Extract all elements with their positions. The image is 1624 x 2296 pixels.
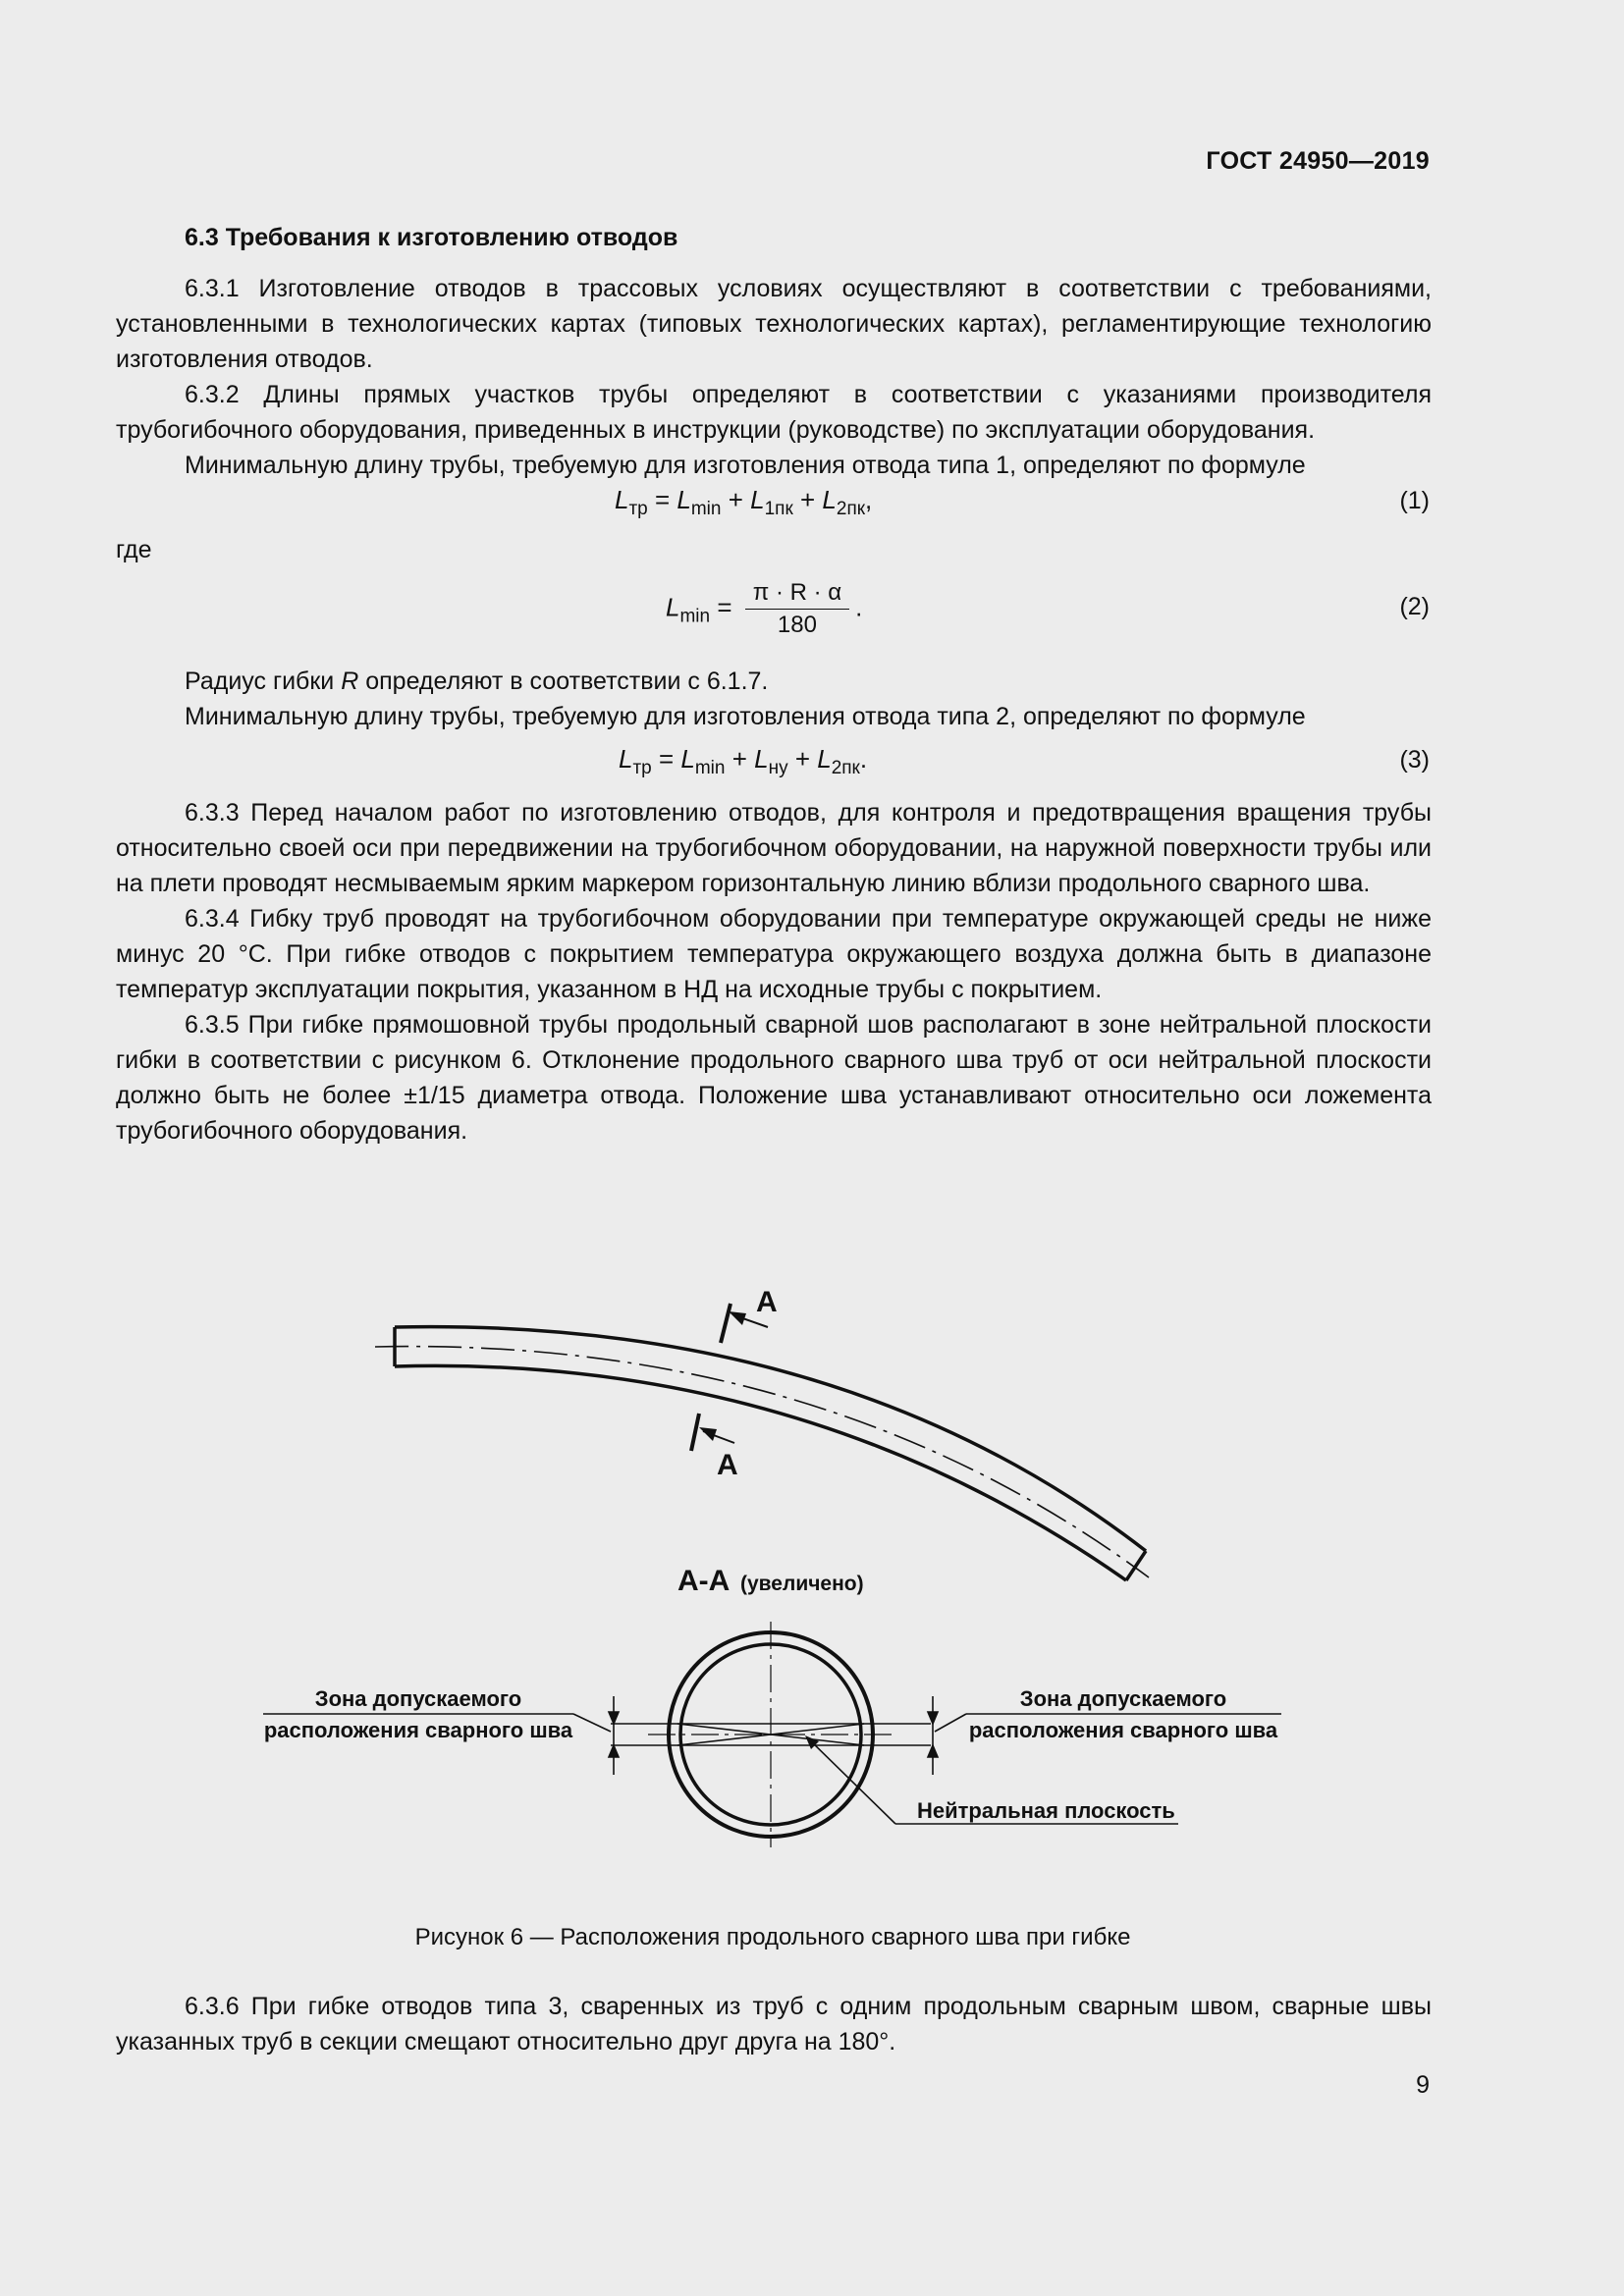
section-cut-bottom (691, 1414, 738, 1481)
body-text-block-2 (116, 664, 1432, 734)
paragraph-6-3-6: 6.3.6 При гибке отводов типа 3, сваренных из труб с одним продольным сварным швом, сварные швы указанных труб в секции смещают относительно друг друга на 180°. (116, 1993, 1432, 2056)
zone-label-left (263, 1686, 611, 1742)
where-label: где (116, 536, 152, 563)
tolerance-dimension-left (609, 1696, 619, 1775)
section-note: (увеличено) (740, 1573, 864, 1595)
paragraph-6-3-3: 6.3.3 Перед началом работ по изготовлению отводов, для контроля и предотвращения вращения трубы относительно своей оси при передвижении на трубогибочном оборудовании, на наружной поверхности трубы или на плети проводят несмываемым ярким маркером горизонтальную линию вблизи продольного сварного шва. (116, 799, 1432, 897)
pipe-centerline (375, 1347, 1149, 1577)
formula-2-fraction (745, 579, 849, 639)
figure-6-drawing (0, 1256, 1624, 1895)
formula-1: $L_{тр} = L_{min} + L_{1пк} + L_{2пк}$, (615, 485, 873, 519)
zone-label-right-line1: Зона допускаемого (1019, 1686, 1227, 1711)
zone-label-left-line1: Зона допускаемого (314, 1686, 522, 1711)
paragraph-6-3-1: 6.3.1 Изготовление отводов в трассовых условиях осуществляют в соответствии с требованиями, установленными в технологических картах (типовых технологических картах), регламентирующие технологию изготовления отводов. (116, 275, 1432, 373)
paragraph-6-3-4: 6.3.4 Гибку труб проводят на трубогибочном оборудовании при температуре окружающей среды не ниже минус 20 °С. При гибке отводов с покрытием температура окружающего воздуха должна быть в диапазоне температур эксплуатации покрытия, указанном в НД на исходные трубы с покрытием. (116, 905, 1432, 1003)
formula-2: $L_{min}$ = $\frac{\pi \cdot R \cdot \alpha}{180}$ . (666, 579, 863, 638)
section-mark-bottom: А (717, 1449, 738, 1481)
section-title: А-А (677, 1565, 731, 1597)
bent-pipe (395, 1327, 1146, 1580)
zone-label-right-line2: расположения сварного шва (968, 1718, 1278, 1742)
section-cut-top (721, 1286, 778, 1343)
body-text-block-1 (116, 271, 1432, 483)
formula-3-number: (3) (1399, 746, 1430, 774)
formula-1-number: (1) (1399, 487, 1430, 514)
radius-paragraph: Радиус гибки R определяют в соответствии с 6.1.7. (185, 667, 769, 695)
figure-caption: Рисунок 6 — Расположения продольного сварного шва при гибке (414, 1924, 1131, 1950)
formula-2-denominator: 180 (777, 612, 817, 638)
zone-label-right (935, 1686, 1281, 1742)
paragraph-6-3-2: 6.3.2 Длины прямых участков трубы определяют в соответствии с указаниями производителя трубогибочного оборудования, приведенных в инструкции (руководстве) по эксплуатации оборудования. (116, 381, 1432, 444)
type2-formula-intro: Минимальную длину трубы, требуемую для изготовления отвода типа 2, определяют по формуле (185, 703, 1306, 730)
document-id: ГОСТ 24950—2019 (1206, 147, 1430, 175)
formula-3: $L_{тр} = L_{min} + L_{ну} + L_{2пк}$. (619, 744, 868, 778)
body-text-block-3 (116, 795, 1432, 1148)
zone-label-left-line2: расположения сварного шва (263, 1718, 573, 1742)
formula-2-number: (2) (1399, 593, 1430, 620)
paragraph-6-3-2-formula-intro: Минимальную длину трубы, требуемую для изготовления отвода типа 1, определяют по формуле (185, 452, 1306, 479)
formula-2-numerator: π · R · α (745, 579, 849, 610)
body-text-block-4 (116, 1989, 1432, 2059)
section-heading: 6.3 Требования к изготовлению отводов (185, 224, 678, 251)
section-mark-top: А (756, 1286, 778, 1318)
paragraph-6-3-5: 6.3.5 При гибке прямошовной трубы продольный сварной шов располагают в зоне нейтральной плоскости гибки в соответствии с рисунком 6. Отклонение продольного сварного шва труб от оси нейтральной плоскости должно быть не более ±1/15 диаметра отвода. Положение шва устанавливают относительно оси ложемента трубогибочного оборудования. (116, 1011, 1432, 1145)
tolerance-dimension-right (928, 1696, 938, 1775)
page-number: 9 (1416, 2071, 1430, 2099)
neutral-plane-text: Нейтральная плоскость (917, 1798, 1175, 1823)
